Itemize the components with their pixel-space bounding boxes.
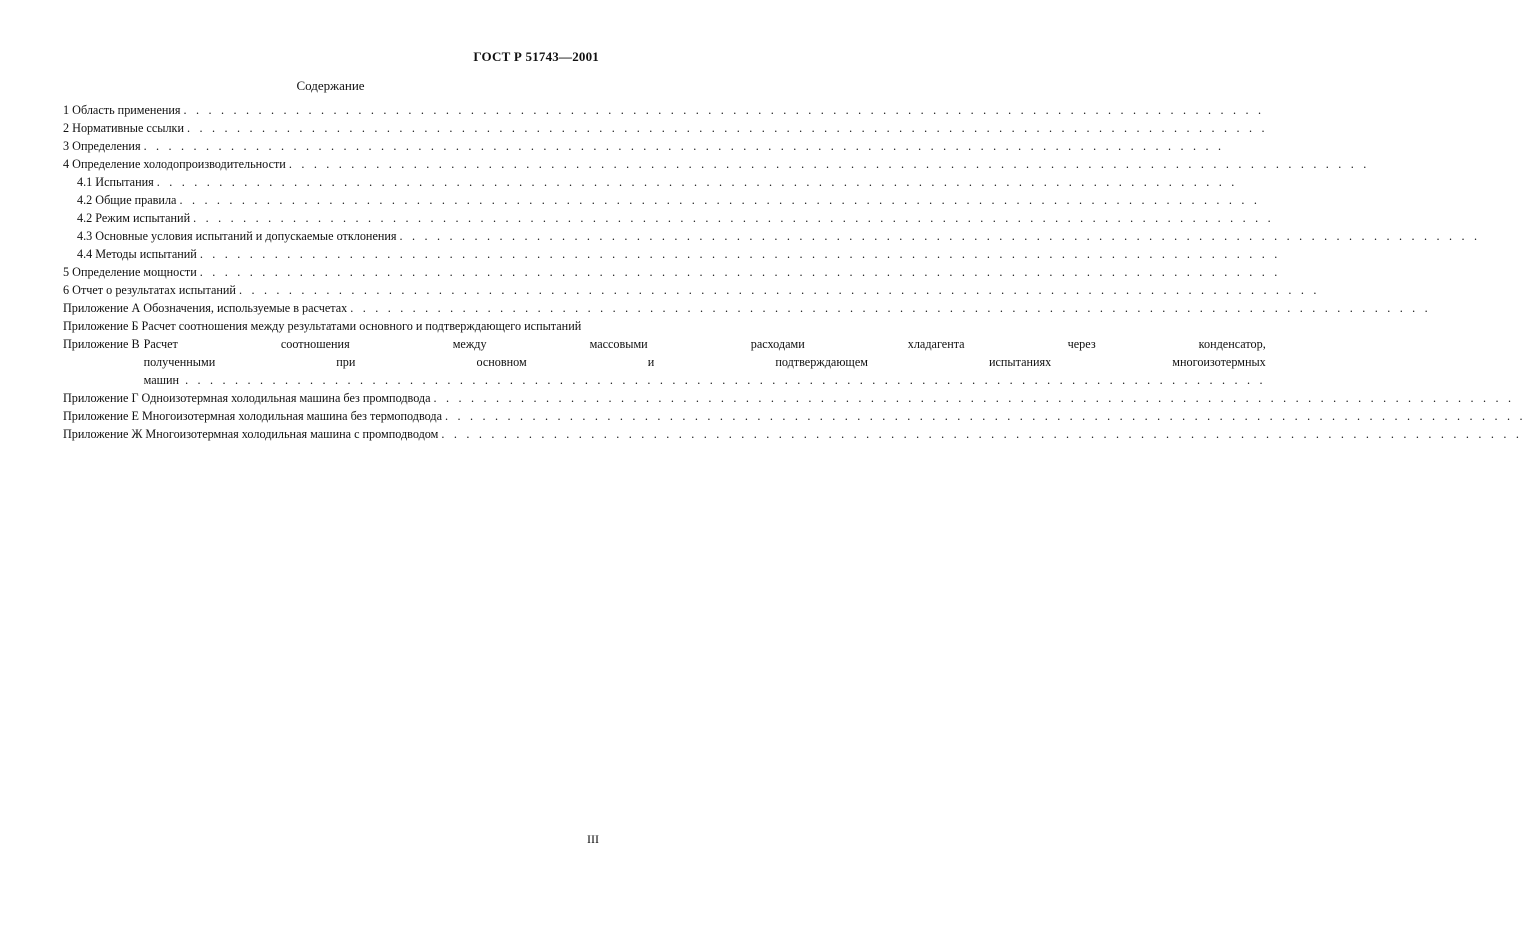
toc-entry-label: Приложение Е Многоизотермная холодильная машина без термоподвода bbox=[63, 409, 442, 423]
toc-entry-label: Приложение Г Одноизотермная холодильная машина без промподвода bbox=[63, 391, 431, 405]
toc-entry-label: 4 Определение холодопроизводительности bbox=[63, 157, 286, 171]
toc-entry-test-report[interactable] bbox=[63, 281, 583, 299]
toc-entry-appendix-g[interactable] bbox=[63, 389, 583, 407]
dot-leader bbox=[181, 101, 1265, 119]
toc-entry-line-text: машин bbox=[143, 373, 180, 387]
toc-entry-appendix-e[interactable] bbox=[63, 407, 583, 425]
toc-entry-line: Расчет соотношения между массовыми расходами хладагента через конденсатор, bbox=[143, 337, 1266, 351]
toc-entry-label: 1 Область применения bbox=[63, 103, 181, 117]
toc-entry-prefix: Приложение В bbox=[63, 337, 140, 351]
dot-leader bbox=[347, 299, 1431, 317]
toc-entry-scope[interactable] bbox=[63, 101, 583, 119]
dot-leader bbox=[431, 389, 1515, 407]
dot-leader bbox=[286, 155, 1370, 173]
toc-entry-general-rules[interactable] bbox=[63, 191, 583, 209]
toc-entry-label: 4.4 Методы испытаний bbox=[77, 247, 197, 261]
toc-entry-label: Приложение А Обозначения, используемые в расчетах bbox=[63, 301, 348, 315]
dot-leader bbox=[397, 227, 1481, 245]
toc-entry-label: Приложение Б Расчет соотношения между результатами основного и подтверждающего испытаний bbox=[63, 319, 582, 333]
dot-leader bbox=[179, 371, 1266, 389]
dot-leader bbox=[184, 119, 1268, 137]
dot-leader bbox=[438, 425, 1522, 443]
toc-entry-normative-references[interactable] bbox=[63, 119, 583, 137]
toc-entry-label: 5 Определение мощности bbox=[63, 265, 197, 279]
dot-leader bbox=[154, 173, 1238, 191]
toc-entry-test-mode[interactable] bbox=[63, 209, 583, 227]
toc-entry-definitions[interactable] bbox=[63, 137, 583, 155]
dot-leader bbox=[141, 137, 1225, 155]
toc-entry-line bbox=[144, 371, 1266, 389]
toc-entry-test-methods[interactable] bbox=[63, 245, 583, 263]
toc-entry-cooling-capacity[interactable] bbox=[63, 155, 583, 173]
dot-leader bbox=[197, 263, 1281, 281]
dot-leader bbox=[176, 191, 1260, 209]
toc-entry-body bbox=[140, 335, 1266, 389]
dot-leader bbox=[190, 209, 1274, 227]
toc-entry-label: 2 Нормативные ссылки bbox=[63, 121, 184, 135]
dot-leader bbox=[236, 281, 1320, 299]
toc-entry-appendix-b[interactable] bbox=[63, 317, 593, 335]
dot-leader bbox=[197, 245, 1281, 263]
standard-number: ГОСТ Р 51743—2001 bbox=[473, 49, 599, 64]
toc-entry-tests[interactable] bbox=[63, 173, 583, 191]
toc-entry-label: 4.3 Основные условия испытаний и допускаемые отклонения bbox=[77, 229, 397, 243]
toc-entry-test-conditions[interactable] bbox=[63, 227, 583, 245]
toc-entry-appendix-v[interactable] bbox=[63, 335, 1266, 389]
toc-entry-power[interactable] bbox=[63, 263, 583, 281]
table-of-contents bbox=[63, 101, 1266, 443]
toc-entry-label: 4.1 Испытания bbox=[77, 175, 154, 189]
toc-entry-label: Приложение Ж Многоизотермная холодильная машина с промподводом bbox=[63, 427, 439, 441]
toc-entry-appendix-zh[interactable] bbox=[63, 425, 583, 443]
toc-entry-line: полученными при основном и подтверждающем испытаниях многоизотермных bbox=[143, 355, 1266, 369]
toc-entry-label: 3 Определения bbox=[63, 139, 141, 153]
toc-entry-label: 4.2 Режим испытаний bbox=[77, 211, 191, 225]
toc-entry-label: 4.2 Общие правила bbox=[77, 193, 177, 207]
page-number: III bbox=[587, 832, 599, 846]
toc-entry-appendix-a[interactable] bbox=[63, 299, 583, 317]
toc-entry-label: 6 Отчет о результатах испытаний bbox=[63, 283, 236, 297]
dot-leader bbox=[442, 407, 1526, 425]
toc-title: Содержание bbox=[296, 78, 365, 93]
